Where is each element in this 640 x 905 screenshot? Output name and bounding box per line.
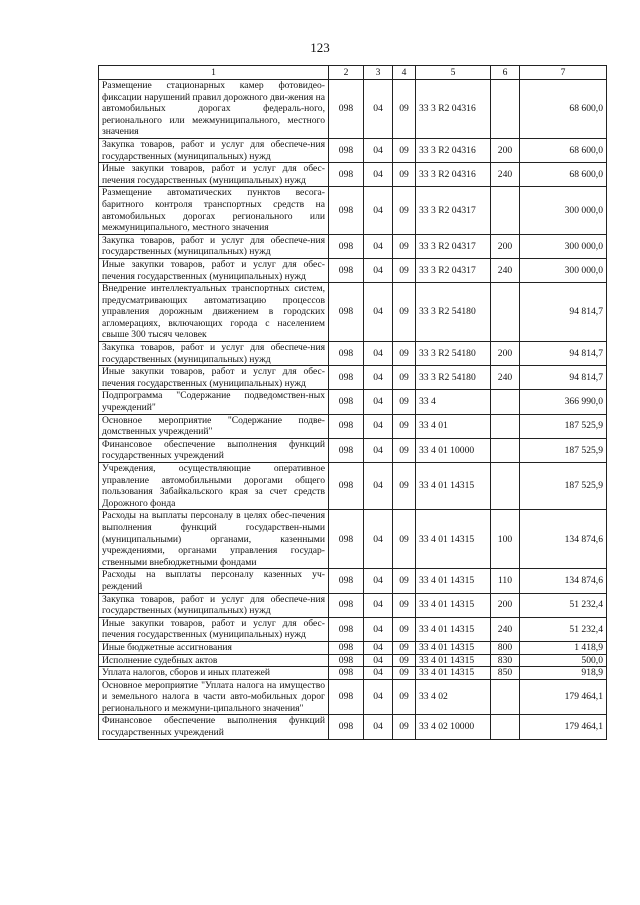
- row-amount: 51 232,4: [520, 617, 607, 641]
- table-row: [99, 667, 607, 680]
- row-amount: 94 814,7: [520, 283, 607, 342]
- row-subsection-code: 09: [393, 715, 416, 739]
- row-target-article: 33 4 02: [416, 679, 491, 715]
- row-subsection-code: 09: [393, 510, 416, 569]
- row-expense-type: 110: [491, 569, 520, 593]
- row-ministry-code: 098: [329, 641, 364, 654]
- table-row: [99, 342, 607, 366]
- row-target-article: 33 3 R2 04317: [416, 258, 491, 282]
- row-amount: 187 525,9: [520, 438, 607, 462]
- row-expense-type: 200: [491, 593, 520, 617]
- row-section-code: 04: [364, 390, 393, 414]
- table-row: [99, 463, 607, 510]
- row-subsection-code: 09: [393, 283, 416, 342]
- row-expense-type: [491, 80, 520, 139]
- row-section-code: 04: [364, 163, 393, 187]
- row-amount: 94 814,7: [520, 342, 607, 366]
- row-target-article: 33 4 01 10000: [416, 438, 491, 462]
- row-target-article: 33 3 R2 04316: [416, 138, 491, 162]
- table-row: [99, 390, 607, 414]
- row-amount: 918,9: [520, 667, 607, 680]
- row-description: Учреждения, осуществляющие оперативное управление автомобильными дорогами общего пользования Забайкальского края за счет средств Дорожного фонда: [99, 463, 329, 510]
- row-ministry-code: 098: [329, 258, 364, 282]
- row-ministry-code: 098: [329, 654, 364, 667]
- row-amount: 1 418,9: [520, 641, 607, 654]
- row-expense-type: 850: [491, 667, 520, 680]
- row-subsection-code: 09: [393, 234, 416, 258]
- row-section-code: 04: [364, 641, 393, 654]
- row-expense-type: 240: [491, 258, 520, 282]
- row-expense-type: [491, 715, 520, 739]
- row-expense-type: 200: [491, 342, 520, 366]
- table-row: [99, 593, 607, 617]
- row-description: Иные закупки товаров, работ и услуг для обес-печения государственных (муниципальных) нужд: [99, 163, 329, 187]
- row-description: Исполнение судебных актов: [99, 654, 329, 667]
- row-section-code: 04: [364, 414, 393, 438]
- row-target-article: 33 3 R2 54180: [416, 366, 491, 390]
- row-section-code: 04: [364, 569, 393, 593]
- row-subsection-code: 09: [393, 414, 416, 438]
- row-ministry-code: 098: [329, 138, 364, 162]
- row-ministry-code: 098: [329, 438, 364, 462]
- row-section-code: 04: [364, 593, 393, 617]
- row-ministry-code: 098: [329, 342, 364, 366]
- row-section-code: 04: [364, 510, 393, 569]
- header-col-6: 6: [491, 66, 520, 80]
- row-description: Закупка товаров, работ и услуг для обеспече-ния государственных (муниципальных) нужд: [99, 138, 329, 162]
- row-target-article: 33 3 R2 04317: [416, 234, 491, 258]
- row-target-article: 33 3 R2 04316: [416, 163, 491, 187]
- row-section-code: 04: [364, 667, 393, 680]
- row-target-article: 33 3 R2 04317: [416, 187, 491, 234]
- row-subsection-code: 09: [393, 593, 416, 617]
- row-expense-type: 240: [491, 366, 520, 390]
- header-col-2: 2: [329, 66, 364, 80]
- row-subsection-code: 09: [393, 679, 416, 715]
- row-ministry-code: 098: [329, 679, 364, 715]
- row-subsection-code: 09: [393, 641, 416, 654]
- row-section-code: 04: [364, 187, 393, 234]
- row-subsection-code: 09: [393, 163, 416, 187]
- row-subsection-code: 09: [393, 654, 416, 667]
- row-ministry-code: 098: [329, 283, 364, 342]
- table-row: [99, 654, 607, 667]
- row-ministry-code: 098: [329, 366, 364, 390]
- page-number: 123: [310, 40, 330, 55]
- row-expense-type: 100: [491, 510, 520, 569]
- table-row: [99, 510, 607, 569]
- row-target-article: 33 4 01 14315: [416, 593, 491, 617]
- row-target-article: 33 4 01 14315: [416, 641, 491, 654]
- table-row: [99, 641, 607, 654]
- row-amount: 94 814,7: [520, 366, 607, 390]
- row-description: Закупка товаров, работ и услуг для обеспече-ния государственных (муниципальных) нужд: [99, 234, 329, 258]
- row-description: Финансовое обеспечение выполнения функций государственных учреждений: [99, 715, 329, 739]
- row-expense-type: 830: [491, 654, 520, 667]
- row-amount: 179 464,1: [520, 679, 607, 715]
- row-amount: 134 874,6: [520, 510, 607, 569]
- header-col-7: 7: [520, 66, 607, 80]
- row-subsection-code: 09: [393, 138, 416, 162]
- row-expense-type: [491, 463, 520, 510]
- header-col-1: 1: [99, 66, 329, 80]
- table-row: [99, 80, 607, 139]
- row-ministry-code: 098: [329, 390, 364, 414]
- row-expense-type: [491, 438, 520, 462]
- row-target-article: 33 3 R2 54180: [416, 342, 491, 366]
- row-target-article: 33 4 01 14315: [416, 617, 491, 641]
- row-section-code: 04: [364, 258, 393, 282]
- row-target-article: 33 3 R2 04316: [416, 80, 491, 139]
- row-section-code: 04: [364, 80, 393, 139]
- row-ministry-code: 098: [329, 187, 364, 234]
- row-description: Подпрограмма "Содержание подведомствен-ных учреждений": [99, 390, 329, 414]
- row-description: Закупка товаров, работ и услуг для обеспече-ния государственных (муниципальных) нужд: [99, 342, 329, 366]
- table-row: [99, 679, 607, 715]
- row-description: Иные закупки товаров, работ и услуг для обес-печения государственных (муниципальных) нужд: [99, 366, 329, 390]
- row-ministry-code: 098: [329, 667, 364, 680]
- row-description: Размещение автоматических пунктов весога-баритного контроля транспортных средств на автомобильных дорогах регионального или межмуниципального, местного значения: [99, 187, 329, 234]
- table-row: [99, 715, 607, 739]
- row-amount: 187 525,9: [520, 463, 607, 510]
- row-description: Иные закупки товаров, работ и услуг для обес-печения государственных (муниципальных) нужд: [99, 617, 329, 641]
- row-ministry-code: 098: [329, 715, 364, 739]
- row-description: Иные закупки товаров, работ и услуг для обес-печения государственных (муниципальных) нужд: [99, 258, 329, 282]
- row-ministry-code: 098: [329, 163, 364, 187]
- table-row: [99, 187, 607, 234]
- budget-table: [98, 65, 607, 740]
- row-subsection-code: 09: [393, 187, 416, 234]
- table-row: [99, 438, 607, 462]
- row-subsection-code: 09: [393, 438, 416, 462]
- row-expense-type: 240: [491, 617, 520, 641]
- row-amount: 68 600,0: [520, 163, 607, 187]
- header-row: [99, 66, 607, 80]
- row-amount: 179 464,1: [520, 715, 607, 739]
- row-expense-type: 200: [491, 138, 520, 162]
- row-ministry-code: 098: [329, 414, 364, 438]
- row-description: Размещение стационарных камер фотовидео-фиксации нарушений правил дорожного дви-жения на автомобильных дорогах федераль-ного, регионального или межмуниципального, местного значения: [99, 80, 329, 139]
- row-section-code: 04: [364, 654, 393, 667]
- row-subsection-code: 09: [393, 667, 416, 680]
- table-row: [99, 569, 607, 593]
- row-section-code: 04: [364, 463, 393, 510]
- row-subsection-code: 09: [393, 617, 416, 641]
- row-expense-type: [491, 679, 520, 715]
- row-section-code: 04: [364, 438, 393, 462]
- row-amount: 187 525,9: [520, 414, 607, 438]
- row-target-article: 33 4 01 14315: [416, 510, 491, 569]
- row-ministry-code: 098: [329, 569, 364, 593]
- row-section-code: 04: [364, 617, 393, 641]
- row-target-article: 33 4 01 14315: [416, 463, 491, 510]
- row-amount: 68 600,0: [520, 138, 607, 162]
- row-amount: 500,0: [520, 654, 607, 667]
- row-expense-type: [491, 390, 520, 414]
- row-description: Закупка товаров, работ и услуг для обеспече-ния государственных (муниципальных) нужд: [99, 593, 329, 617]
- row-section-code: 04: [364, 679, 393, 715]
- row-section-code: 04: [364, 283, 393, 342]
- row-subsection-code: 09: [393, 463, 416, 510]
- row-amount: 51 232,4: [520, 593, 607, 617]
- table-row: [99, 283, 607, 342]
- row-ministry-code: 098: [329, 593, 364, 617]
- row-amount: 300 000,0: [520, 258, 607, 282]
- header-col-3: 3: [364, 66, 393, 80]
- row-expense-type: [491, 187, 520, 234]
- row-section-code: 04: [364, 715, 393, 739]
- row-target-article: 33 4 01 14315: [416, 569, 491, 593]
- row-description: Иные бюджетные ассигнования: [99, 641, 329, 654]
- row-amount: 134 874,6: [520, 569, 607, 593]
- table-row: [99, 617, 607, 641]
- row-description: Основное мероприятие "Содержание подве-домственных учреждений": [99, 414, 329, 438]
- row-target-article: 33 4 01: [416, 414, 491, 438]
- table-row: [99, 163, 607, 187]
- row-amount: 366 990,0: [520, 390, 607, 414]
- row-target-article: 33 3 R2 54180: [416, 283, 491, 342]
- row-section-code: 04: [364, 138, 393, 162]
- table-row: [99, 258, 607, 282]
- row-expense-type: [491, 414, 520, 438]
- table-row: [99, 138, 607, 162]
- row-expense-type: 200: [491, 234, 520, 258]
- row-expense-type: [491, 283, 520, 342]
- row-section-code: 04: [364, 234, 393, 258]
- row-ministry-code: 098: [329, 510, 364, 569]
- row-expense-type: 240: [491, 163, 520, 187]
- row-ministry-code: 098: [329, 80, 364, 139]
- row-amount: 68 600,0: [520, 80, 607, 139]
- row-expense-type: 800: [491, 641, 520, 654]
- table-row: [99, 234, 607, 258]
- row-target-article: 33 4 01 14315: [416, 654, 491, 667]
- row-description: Расходы на выплаты персоналу в целях обес-печения выполнения функций государствен-ными (муниципальными) органами, казенными учреждениями, органами управления государ-ственными внебюджетными фондами: [99, 510, 329, 569]
- row-ministry-code: 098: [329, 234, 364, 258]
- row-description: Расходы на выплаты персоналу казенных уч-реждений: [99, 569, 329, 593]
- row-ministry-code: 098: [329, 463, 364, 510]
- table-row: [99, 414, 607, 438]
- header-col-4: 4: [393, 66, 416, 80]
- row-amount: 300 000,0: [520, 234, 607, 258]
- row-subsection-code: 09: [393, 569, 416, 593]
- row-description: Уплата налогов, сборов и иных платежей: [99, 667, 329, 680]
- row-target-article: 33 4 02 10000: [416, 715, 491, 739]
- row-description: Финансовое обеспечение выполнения функций государственных учреждений: [99, 438, 329, 462]
- row-section-code: 04: [364, 342, 393, 366]
- row-subsection-code: 09: [393, 80, 416, 139]
- row-target-article: 33 4 01 14315: [416, 667, 491, 680]
- header-col-5: 5: [416, 66, 491, 80]
- row-subsection-code: 09: [393, 258, 416, 282]
- row-ministry-code: 098: [329, 617, 364, 641]
- row-subsection-code: 09: [393, 366, 416, 390]
- row-subsection-code: 09: [393, 390, 416, 414]
- row-target-article: 33 4: [416, 390, 491, 414]
- row-subsection-code: 09: [393, 342, 416, 366]
- row-section-code: 04: [364, 366, 393, 390]
- row-amount: 300 000,0: [520, 187, 607, 234]
- table-row: [99, 366, 607, 390]
- row-description: Основное мероприятие "Уплата налога на имущество и земельного налога в части авто-мобильных дорог регионального и межмуни-ципального значения": [99, 679, 329, 715]
- row-description: Внедрение интеллектуальных транспортных систем, предусматривающих автоматизацию процессов управления дорожным движением в городских агломерациях, включающих города с населением свыше 300 тысяч человек: [99, 283, 329, 342]
